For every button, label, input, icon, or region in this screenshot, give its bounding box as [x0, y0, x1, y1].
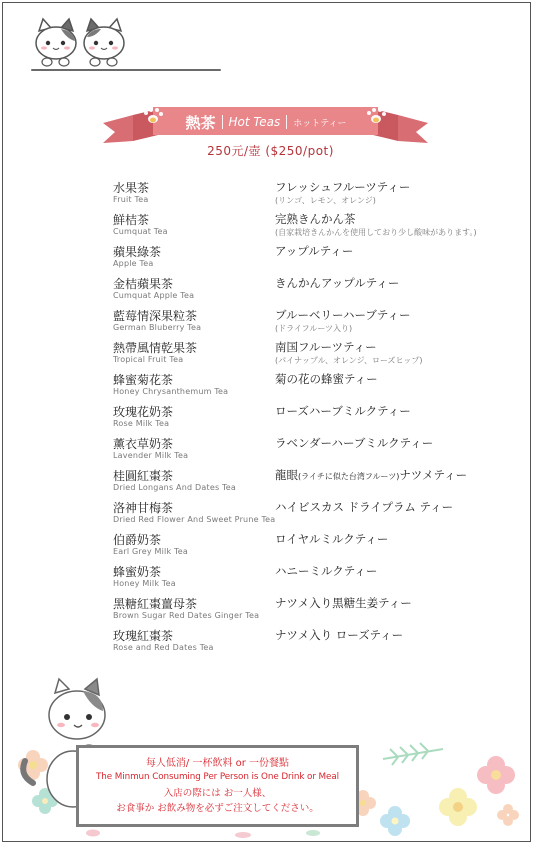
item-name-en: Cumquat Tea — [113, 227, 168, 236]
menu-item — [3, 435, 535, 467]
menu-item — [3, 179, 535, 211]
item-name-zh: 玫瑰紅棗茶 — [113, 629, 174, 643]
tea-menu-list — [3, 179, 535, 659]
item-name-zh: 水果茶 — [113, 181, 150, 195]
item-name-en: Apple Tea — [113, 259, 154, 268]
menu-item — [3, 531, 535, 563]
item-name-en: Dried Longans And Dates Tea — [113, 483, 237, 492]
item-name-jp: 南国フルーツティー — [275, 340, 377, 354]
menu-item — [3, 499, 535, 531]
top-cats-illustration — [31, 17, 227, 77]
item-name-zh: 桂圓紅棗茶 — [113, 469, 174, 483]
menu-item — [3, 275, 535, 307]
item-name-en: Earl Grey Milk Tea — [113, 547, 188, 556]
item-name-zh: 金桔蘋果茶 — [113, 277, 174, 291]
menu-item — [3, 339, 535, 371]
item-name-en: Honey Chrysanthemum Tea — [113, 387, 229, 396]
item-name-jp: ロイヤルミルクティー — [275, 532, 389, 546]
item-name-zh: 熱帶風情乾果茶 — [113, 341, 198, 355]
item-name-en: Dried Red Flower And Sweet Prune Tea — [113, 515, 276, 524]
notice-line-jp-1: 入店の際には お一人様、 — [163, 788, 272, 799]
menu-item — [3, 563, 535, 595]
item-name-jp: ナツメ入り黒糖生姜ティー — [275, 596, 412, 610]
item-name-jp: フレッシュフルーツティー — [275, 180, 411, 194]
category-banner — [103, 103, 428, 147]
menu-item — [3, 211, 535, 243]
item-name-en: Rose and Red Dates Tea — [113, 643, 214, 652]
banner-title — [181, 111, 351, 133]
item-name-zh: 玫瑰花奶茶 — [113, 405, 174, 419]
item-name-jp: アップルティー — [275, 244, 354, 258]
item-note: (パイナップル、オレンジ、ローズヒップ) — [275, 356, 423, 365]
item-name-jp — [275, 467, 467, 483]
item-name-zh: 藍莓情深果粒茶 — [113, 309, 198, 323]
item-name-jp: 完熟きんかん茶 — [275, 212, 356, 226]
item-name-zh: 伯爵奶茶 — [113, 533, 162, 547]
notice-line-jp-2: お食事か お飲み物を必ずご注文してください。 — [116, 803, 319, 814]
item-name-jp: ローズハーブミルクティー — [275, 404, 411, 418]
item-name-jp-main: 龍眼 — [275, 468, 298, 482]
menu-item — [3, 467, 535, 499]
item-name-zh: 鮮桔茶 — [113, 213, 150, 227]
item-name-en: Honey Milk Tea — [113, 579, 176, 588]
item-note: (自家栽培きんかんを使用しており少し酸味があります。) — [275, 228, 477, 237]
item-name-jp-note: (ライチに似た台湾フルーツ) — [298, 472, 400, 481]
menu-item — [3, 627, 535, 659]
minimum-order-notice — [76, 745, 359, 827]
cat-faces-icon — [31, 17, 227, 77]
item-name-jp: ハイビスカス ドライプラム ティー — [275, 500, 454, 514]
price-label: 250元/壺 ($250/pot) — [207, 144, 334, 158]
item-name-jp: ハニーミルクティー — [275, 564, 378, 578]
item-name-en: Cumquat Apple Tea — [113, 291, 195, 300]
menu-item — [3, 307, 535, 339]
title-en: Hot Teas — [228, 115, 281, 129]
item-note: (リンゴ、レモン、オレンジ) — [275, 196, 376, 205]
item-name-jp-suffix: ナツメティー — [399, 468, 468, 482]
item-name-jp: ラベンダーハーブミルクティー — [275, 436, 434, 450]
menu-item — [3, 595, 535, 627]
title-zh: 熱茶 — [185, 113, 216, 132]
notice-line-zh: 每人低消/ 一杯飲料 or 一份餐點 — [145, 758, 290, 769]
title-separator — [222, 115, 223, 129]
top-divider-line — [31, 69, 221, 71]
menu-item — [3, 403, 535, 435]
item-name-zh: 蜂蜜奶茶 — [113, 565, 162, 579]
item-name-zh: 洛神甘梅茶 — [113, 501, 174, 515]
item-name-en: Tropical Fruit Tea — [113, 355, 184, 364]
item-name-en: Brown Sugar Red Dates Ginger Tea — [113, 611, 260, 620]
item-name-en: Rose Milk Tea — [113, 419, 170, 428]
item-note: (ドライフルーツ入り) — [275, 324, 353, 333]
item-name-en: Fruit Tea — [113, 195, 149, 204]
item-name-jp: ブルーベリーハーブティー — [275, 308, 411, 322]
item-name-jp: きんかんアップルティー — [275, 276, 400, 290]
item-name-zh: 黑糖紅棗薑母茶 — [113, 597, 198, 611]
menu-item — [3, 243, 535, 275]
item-name-jp: ナツメ入り ローズティー — [275, 628, 404, 642]
item-name-zh: 蜂蜜菊花茶 — [113, 373, 174, 387]
item-name-jp: 菊の花の蜂蜜ティー — [275, 372, 378, 386]
item-name-en: German Bluberry Tea — [113, 323, 202, 332]
title-separator — [286, 115, 287, 129]
menu-item — [3, 371, 535, 403]
notice-line-en: The Minmun Consuming Per Person is One Drink or Meal — [96, 772, 339, 782]
item-name-zh: 蘋果綠茶 — [113, 245, 162, 259]
item-name-en: Lavender Milk Tea — [113, 451, 189, 460]
title-jp: ホットティー — [293, 118, 347, 129]
item-name-zh: 薰衣草奶茶 — [113, 437, 174, 451]
menu-page — [2, 2, 531, 842]
